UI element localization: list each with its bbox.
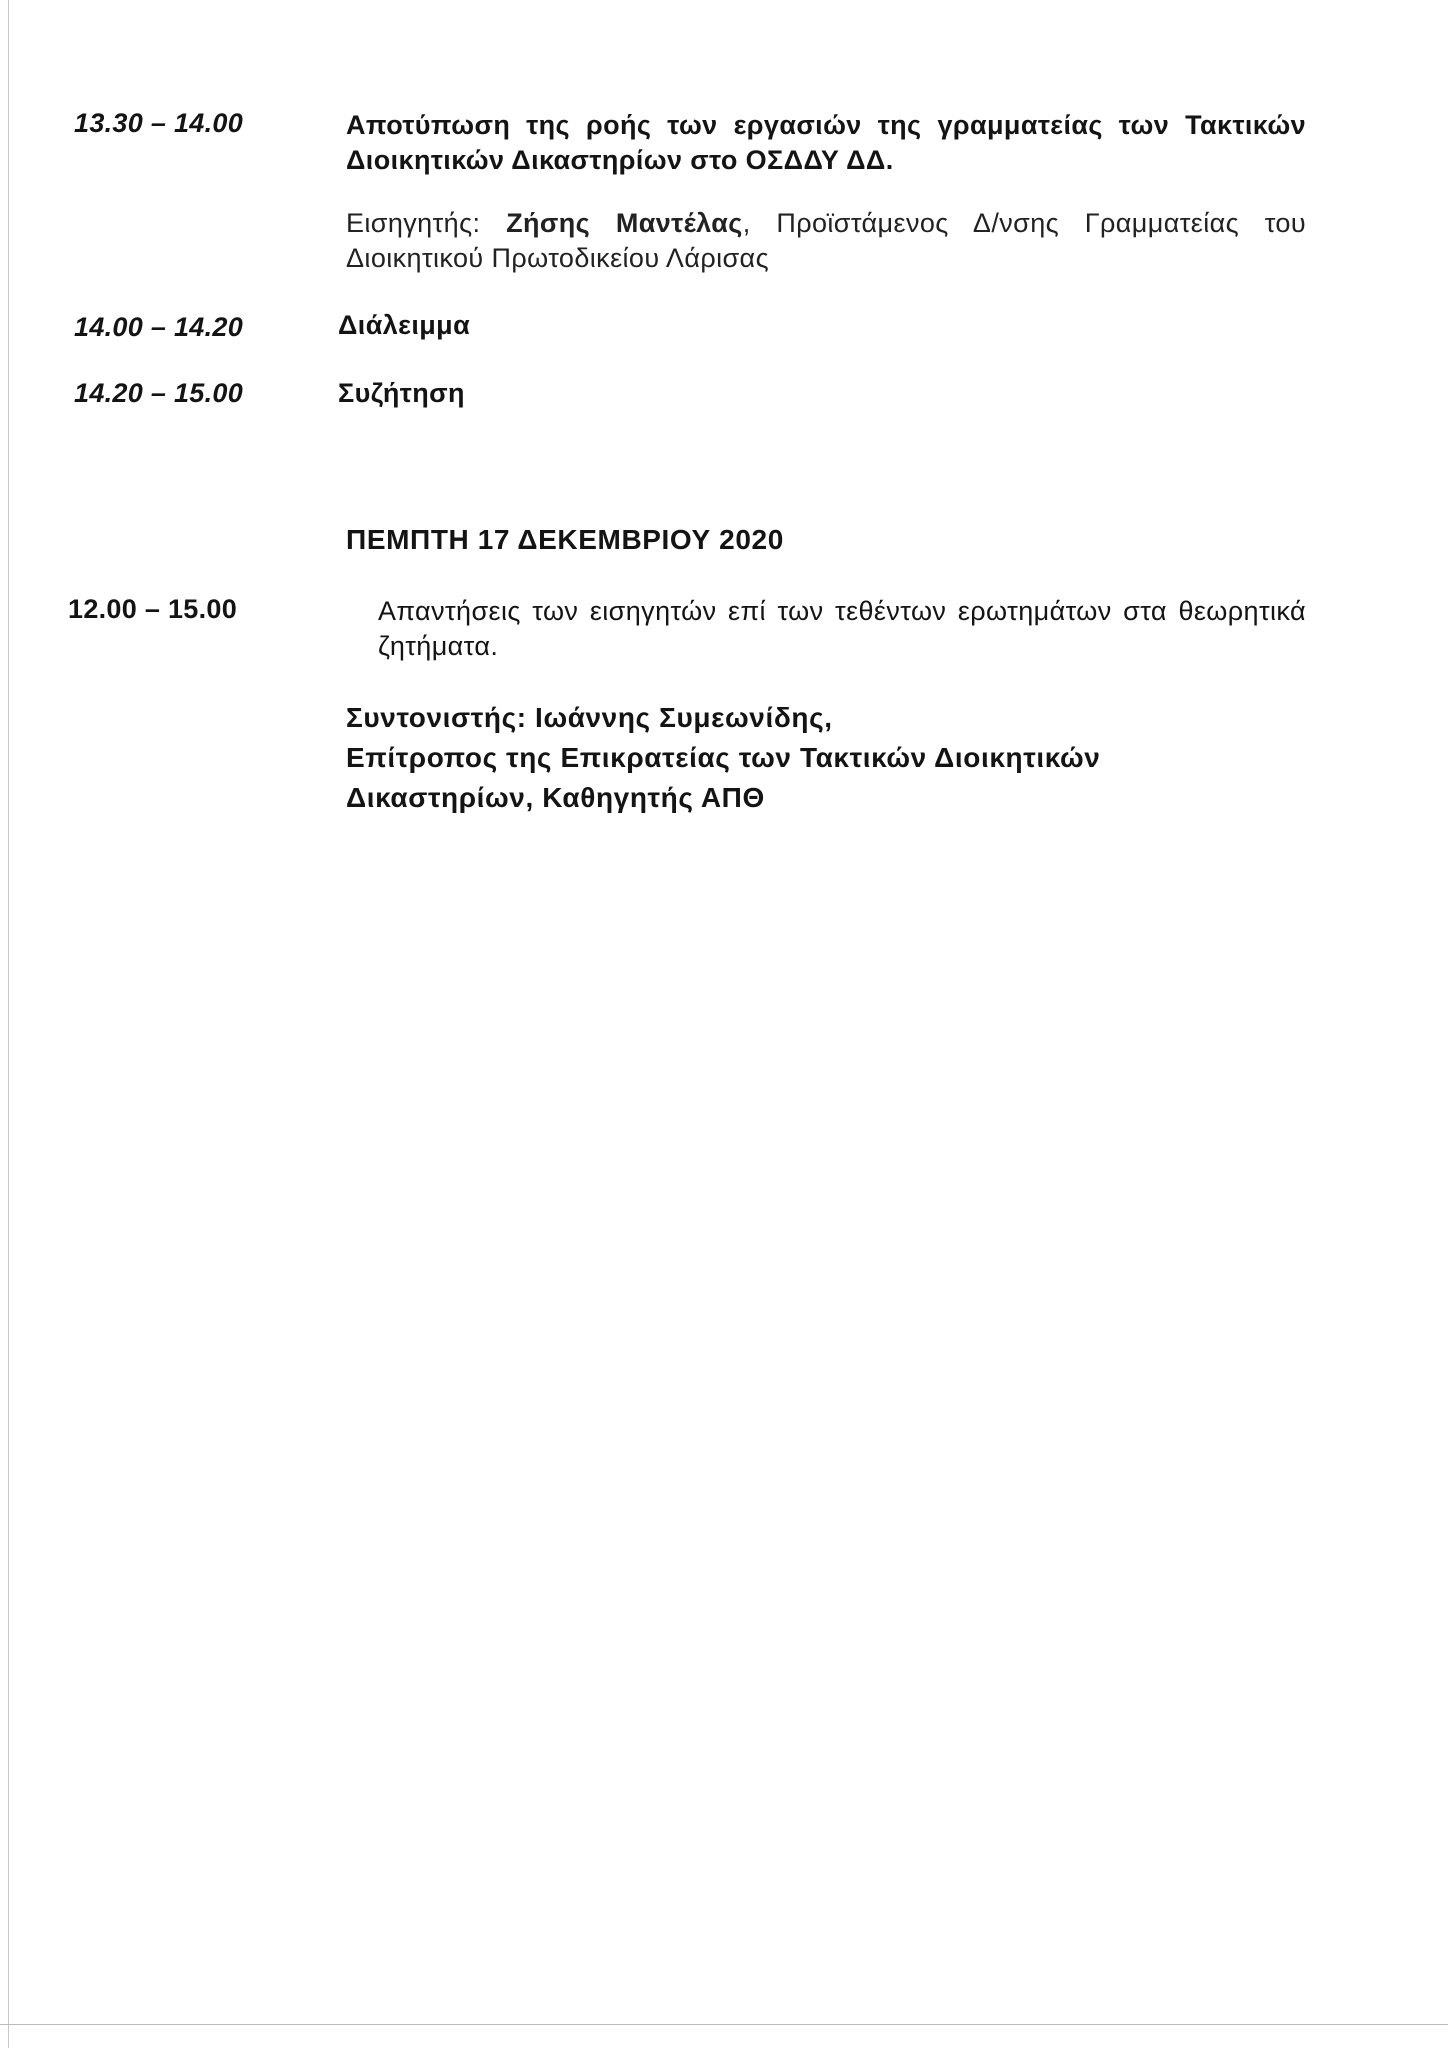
coordinator-line: Δικαστηρίων, Καθηγητής ΑΠΘ [346,782,765,813]
scan-bottom-line [0,2024,1448,2025]
session-title: Διάλειμμα [338,310,471,340]
session-time: 14.00 – 14.20 [74,312,244,342]
session-time: 12.00 – 15.00 [68,594,238,624]
session-title: Συζήτηση [338,378,465,408]
speaker-name: Ζήσης Μαντέλας [506,208,743,238]
session-time: 13.30 – 14.00 [74,108,244,138]
session-coordinator [346,698,1100,818]
coordinator-line: Επίτροπος της Επικρατείας των Τακτικών Διοικητικών [346,742,1101,773]
session-speaker [346,206,1306,276]
session-time: 14.20 – 15.00 [74,378,244,408]
coordinator-line: Συντονιστής: Ιωάννης Συμεωνίδης, [346,702,833,733]
session-title: Αποτύπωση της ροής των εργασιών της γραμματείας των Τακτικών Διοικητικών Δικαστηρίων στο ΟΣΔΔΥ ΔΔ. [346,110,1306,175]
day-heading: ΠΕΜΠΤΗ 17 ΔΕΚΕΜΒΡΙΟΥ 2020 [346,524,784,555]
speaker-prefix: Εισηγητής: [346,208,507,238]
session-title: Απαντήσεις των εισηγητών επί των τεθέντων ερωτημάτων στα θεωρητικά ζητήματα. [378,596,1306,661]
speaker-role: , Προϊστάμενος Δ/νσης Γραμματείας του Διοικητικού Πρωτοδικείου Λάρισας [346,208,1306,273]
scan-edge-line [8,0,9,2048]
